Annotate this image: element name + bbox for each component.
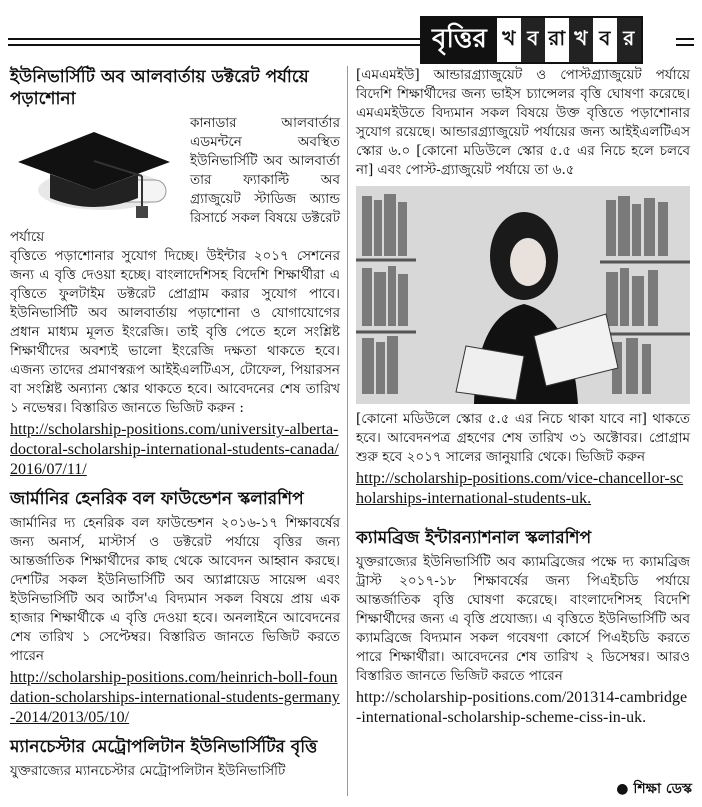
article-body: জার্মানির দ্য হেনরিক বল ফাউন্ডেশন ২০১৬-১৭ শিক্ষাবর্ষের জন্য অনার্স, মাস্টার্স ও ডক্টরেট পর্যায়ে বৃত্তির জন্য আন্তর্জাতিক শিক্ষার্থীদের কাছ থেকে আবেদন আহ্বান করছে। দেশটির সকল ইউনিভার্সিটি অব অ্যাপ্লায়েড সায়েন্স এবং ইউনিভার্সিটি অব আর্টস'এ বিদ্যমান সকল বিষয়ে প্রায় এক হাজার শিক্ষার্থীকে এ বৃত্তি দেওয়া হবে। অনলাইনে আবেদনের শেষ তারিখ ১ সেপ্টেম্বর। বিস্তারিত জানতে ভিজিট করতে পারেন: [10, 515, 340, 664]
article-intro: কানাডার আলবার্তার এডমন্টনে অবস্থিত ইউনিভার্সিটি অব আলবার্তা তার ফ্যাকাল্টি অব গ্র্যাজুয়েট স্টাডিজ অ্যান্ড রিসার্চে সকল বিষয়ে ডক্টরেট পর্যায়ে: [10, 115, 340, 245]
masthead-letter: খ: [569, 18, 593, 62]
right-column: [356, 66, 690, 736]
library-reader-photo: [356, 186, 690, 404]
column-divider: [347, 66, 348, 796]
left-column: [10, 66, 340, 781]
graduation-cap-icon: [10, 118, 182, 224]
article-body: [কোনো মডিউলে স্কোর ৫.৫ এর নিচে থাকা যাবে না] থাকতে হবে। আবেদনপত্র গ্রহণের শেষ তারিখ ৩১ অক্টোবর। প্রোগ্রাম শুরু হবে ২০১৭ সালের জানুয়ারি থেকে। ভিজিট করুন: [356, 411, 690, 465]
article-link[interactable]: http://scholarship-positions.com/university-alberta-doctoral-scholarship-international-students-canada/2016/07/11/: [10, 421, 339, 478]
masthead-letter: খ: [497, 18, 521, 62]
masthead-title: বৃত্তির: [422, 18, 497, 62]
article-body-continued: [এমএমইউ] আন্ডারগ্র্যাজুয়েট ও পোস্টগ্র্যাজুয়েট পর্যায়ে বিদেশি শিক্ষার্থীদের জন্য ভাইস চ্যান্সেলর বৃত্তি ঘোষণা করেছে। এমএমইউতে বিদ্যমান সকল বিষয়ে উক্ত বৃত্তিতে পড়াশোনার সুযোগ রয়েছে। আন্ডারগ্র্যাজুয়েট পর্যায়ের জন্য আইইএলটিএস স্কোর ৬.০ [কোনো মডিউলে স্কোর ৫.৫ এর নিচে হলে চলবে না] এবং পোস্ট-গ্র্যাজুয়েট পর্যায়ে তা ৬.৫: [356, 67, 690, 178]
article-headline: ম্যানচেস্টার মেট্রোপলিটান ইউনিভার্সিটির বৃত্তি: [10, 737, 318, 757]
masthead-letter: র: [617, 18, 641, 62]
article-cambridge: [356, 527, 690, 728]
masthead-rule: [8, 38, 420, 46]
woman-reading-icon: [356, 186, 690, 404]
article-heinrich-boll: [10, 488, 340, 728]
article-link[interactable]: http://scholarship-positions.com/heinrich-boll-foundation-scholarships-international-students-germany-2014/2013/05/10/: [10, 669, 340, 726]
article-headline: জার্মানির হেনরিক বল ফাউন্ডেশন স্কলারশিপ: [10, 489, 304, 509]
masthead-letter: ব: [593, 18, 617, 62]
masthead-rule-right: [676, 38, 694, 46]
article-body: বৃত্তিতে পড়াশোনার সুযোগ দিচ্ছে। উইন্টার ২০১৭ সেশনের জন্য এ বৃত্তি দেওয়া হচ্ছে। বাংলাদেশিসহ বিদেশি শিক্ষার্থীরা এ বৃত্তিতে ফুলটাইম ডক্টরেট প্রোগ্রাম করার সুযোগ পাবে। ইউনিভার্সিটি অব আলবার্তায় পড়াশোনা ও যোগাযোগের প্রধান মাধ্যম মূলত ইংরেজি। তাই বৃত্তি পেতে হলে সংশ্লিষ্ট শিক্ষার্থীদের অবশ্যই ভালো ইংরেজি দক্ষতা থাকতে হবে। এজন্য তাদের প্রমাণস্বরূপ আইইএলটিএস, টোফেল, পিয়ারসন বা সংশ্লিষ্ট অন্যান্য স্কোর থাকতে হবে। আবেদনের শেষ তারিখ ১ নভেম্বর। বিস্তারিত জানতে ভিজিট করুন :: [10, 248, 340, 416]
article-alberta: [10, 66, 340, 480]
section-masthead: [420, 16, 643, 64]
byline: ● শিক্ষা ডেস্ক: [616, 781, 692, 797]
article-link[interactable]: http://scholarship-positions.com/201314-cambridge-international-scholarship-scheme-ciss-in-uk.: [356, 689, 688, 726]
masthead-letter: ব: [521, 18, 545, 62]
article-headline: ইউনিভার্সিটি অব আলবার্তায় ডক্টরেট পর্যায়ে পড়াশোনা: [10, 67, 309, 109]
article-manchester: [10, 736, 340, 781]
article-body: যুক্তরাজ্যের ম্যানচেস্টার মেট্রোপলিটান ইউনিভার্সিটি: [10, 763, 286, 779]
article-headline: ক্যামব্রিজ ইন্টারন্যাশনাল স্কলারশিপ: [356, 528, 592, 548]
masthead-letter: রা: [545, 18, 569, 62]
graduation-cap-photo: [10, 118, 182, 224]
article-body: যুক্তরাজ্যের ইউনিভার্সিটি অব ক্যামব্রিজের পক্ষে দ্য ক্যামব্রিজ ট্রাস্ট ২০১৭-১৮ শিক্ষাবর্ষের জন্য পিএইচডি পর্যায়ে আন্তর্জাতিক বৃত্তি ঘোষণা করেছে। বাংলাদেশিসহ বিদেশি শিক্ষার্থীদের জন্য এ বৃত্তি প্রযোজ্য। এ বৃত্তিতে ইউনিভার্সিটি অব ক্যামব্রিজে বিদ্যমান সকল গবেষণা কোর্সে পিএইচডি করতে পারে শিক্ষার্থীরা। আবেদনের শেষ তারিখ ২ ডিসেম্বর। আরও বিস্তারিত জানতে ভিজিট করতে পারেন: [356, 554, 690, 684]
article-link[interactable]: http://scholarship-positions.com/vice-chancellor-scholarships-international-students-uk.: [356, 470, 684, 507]
